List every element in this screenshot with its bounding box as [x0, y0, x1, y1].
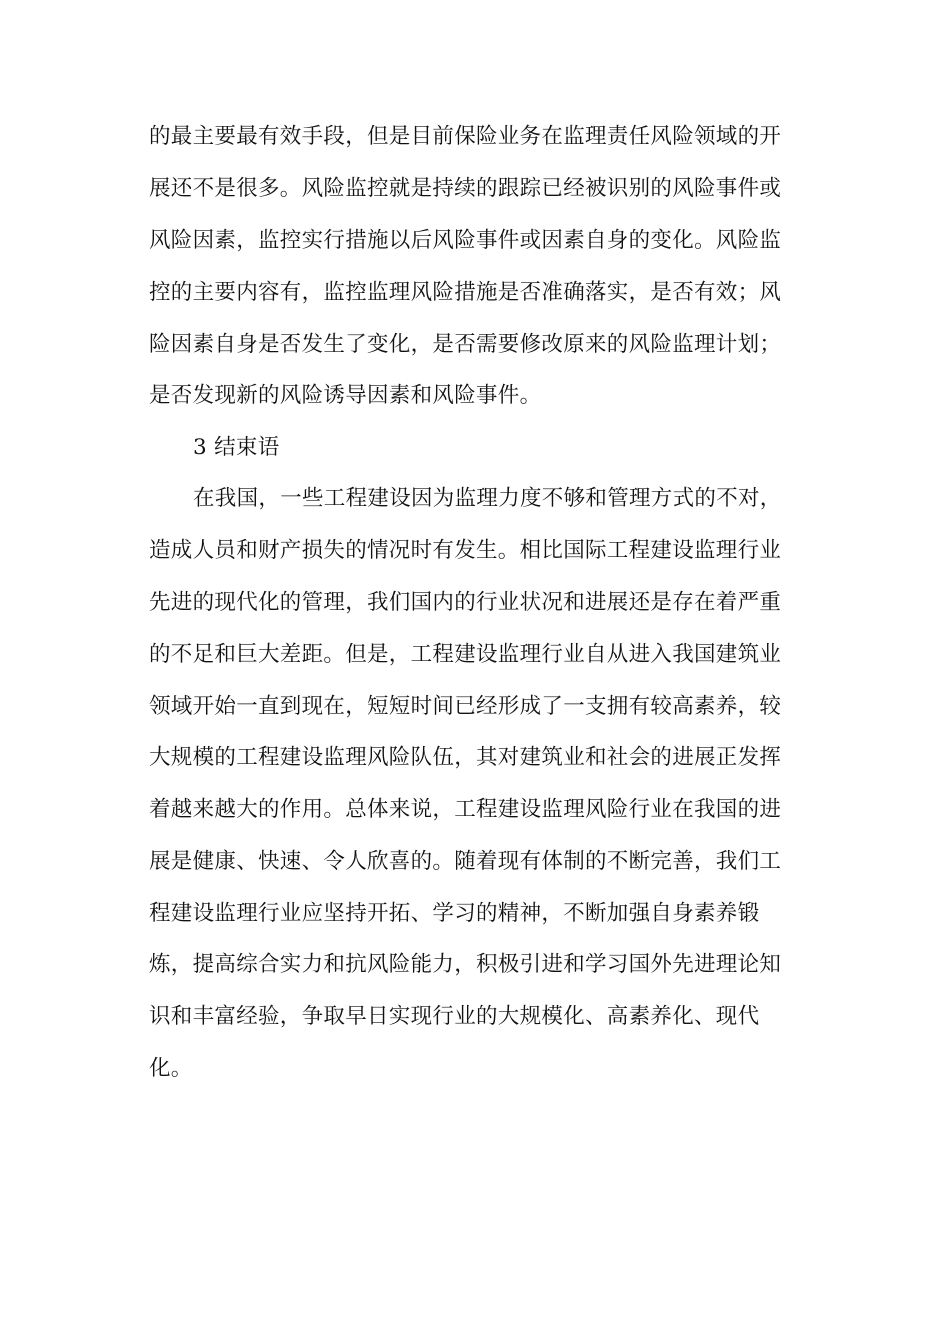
paragraph-2-line-10: 炼，提高综合实力和抗风险能力，积极引进和学习国外先进理论知: [149, 952, 782, 977]
paragraph-2-line-2: 造成人员和财产损失的情况时有发生。相比国际工程建设监理行业: [149, 538, 782, 563]
paragraph-2-line-6: 大规模的工程建设监理风险队伍，其对建筑业和社会的进展正发挥: [149, 745, 782, 770]
paragraph-2-line-3: 先进的现代化的管理，我们国内的行业状况和进展还是存在着严重: [149, 590, 782, 615]
section-heading: 3 结束语: [193, 435, 280, 460]
paragraph-2-line-5: 领域开始一直到现在，短短时间已经形成了一支拥有较高素养，较: [149, 694, 782, 719]
paragraph-1-line-3: 风险因素，监控实行措施以后风险事件或因素自身的变化。风险监: [149, 228, 782, 253]
paragraph-1-line-4: 控的主要内容有，监控监理风险措施是否准确落实，是否有效；风: [149, 280, 782, 305]
paragraph-2-line-4: 的不足和巨大差距。但是，工程建设监理行业自从进入我国建筑业: [149, 642, 782, 667]
paragraph-2-line-7: 着越来越大的作用。总体来说，工程建设监理风险行业在我国的进: [149, 797, 782, 822]
paragraph-2-line-8: 展是健康、快速、令人欣喜的。随着现有体制的不断完善，我们工: [149, 849, 782, 874]
paragraph-1-line-1: 的最主要最有效手段，但是目前保险业务在监理责任风险领域的开: [149, 124, 782, 149]
paragraph-1-line-5: 险因素自身是否发生了变化，是否需要修改原来的风险监理计划；: [149, 332, 782, 357]
paragraph-2-line-9: 程建设监理行业应坚持开拓、学习的精神，不断加强自身素养锻: [149, 901, 760, 926]
paragraph-2-line-1: 在我国，一些工程建设因为监理力度不够和管理方式的不对，: [193, 486, 782, 511]
paragraph-1-line-6: 是否发现新的风险诱导因素和风险事件。: [149, 383, 542, 408]
paragraph-1-line-2: 展还不是很多。风险监控就是持续的跟踪已经被识别的风险事件或: [149, 176, 782, 201]
paragraph-2-line-12: 化。: [149, 1056, 193, 1081]
paragraph-2-line-11: 识和丰富经验，争取早日实现行业的大规模化、高素养化、现代: [149, 1004, 760, 1029]
